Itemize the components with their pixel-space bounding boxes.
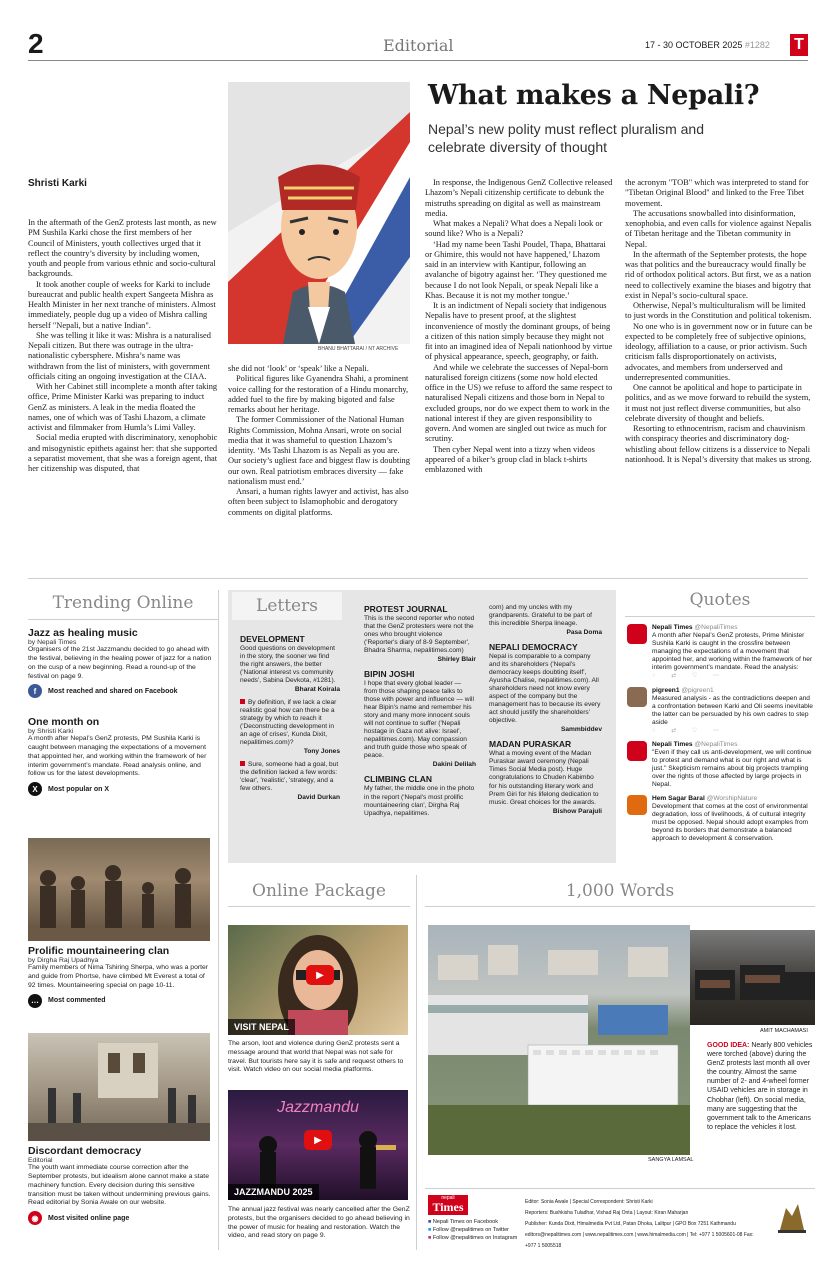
letters-column-2 [364,604,476,824]
letter-signature: David Durkan [297,794,340,802]
column-rule [218,590,219,1250]
credits-line: Reporters: Bushkisha Tuladhar, Vishad Raj Onta | Layout: Kiran Maharjan [525,1210,689,1216]
quote-content [652,741,813,789]
letter-signature: Dakini Delilah [432,761,476,769]
logo-top: nepali [441,1195,455,1201]
article-column-4 [625,178,813,465]
credits-line: Editor: Sonia Awale | Special Correspondent: Shristi Karki [525,1199,653,1205]
trending-badge [28,1211,214,1225]
paragraph: Political figures like Gyanendra Shahi, a prominent voice calling for the restoration of a Hindu monarchy, added fuel to the fire by making bigoted and false remarks about her heritage. [228,374,409,414]
issue-date [645,40,770,50]
article-column-1 [28,218,218,474]
letter [489,739,602,814]
author-name: Nepali Times [652,740,693,748]
twitter-icon: ■ [428,1227,432,1233]
paragraph: In the aftermath of the September protests, the hope was that politics and the bureaucracy would finally be rid of orthodox political actors. But first, we as a nation need to collectively examine the biases and bigotry that exist in Nepal’s socio-cultural space. [625,249,812,300]
himalmedia-logo-icon [772,1196,812,1236]
letter [240,761,340,801]
trending-title: One month on [28,716,100,728]
trending-desc: A month after Nepal’s GenZ protests, PM Sushila Karki is caught between managing the expectations of a movement that appointed her, and working within the framework of her interim government’s mandate. Read analysis online, and follow us for the latest developments. [28,735,207,778]
quote-text: "Even if they call us anti-development, we will continue to protest and demand what is our right and what is just." Skepticism remains about big projects trampling over the rights of those affected by large projects in Nepal. [652,749,812,789]
letter-title: CLIMBING CLAN [364,774,432,785]
video-desc: The arson, loot and violence during GenZ protests sent a message around that world that Nepal was not safe for travel. But tourists here say it is safe and request others to visit. Watch video on our social media platforms. [228,1040,404,1074]
letter [364,669,476,768]
paragraph: She was telling it like it was: Mishra is a naturalised Nepali citizen. But there was outrage in the ultra-nationalistic cybersphere. Mishra’s name was withdrawn from the list of ministers, with government officials citing an ongoing investigation at the CIAA. [28,330,211,381]
author-handle: @pigreen1 [681,686,714,694]
paragraph: ‘Had my name been Tashi Poudel, Thapa, Bhattarai or Ghimire, this would not have happened,’ Lhazom said in an interview with Kantipur, following an avalanche of bigotry against her. ‘They questioned me because I do not look Nepali, or speak Nepali like a Khas. Because it is not my mother tongue.’ [425,239,607,300]
quotes-list [627,624,813,849]
trending-item-1[interactable] [28,627,214,698]
paragraph: And while we celebrate the successes of Nepal-born naturalised foreign citizens (some now hold elected office in the US) we refuse to afford the same respect to naturalised Nepali citizens and those born in Nepal to excluded groups, nor do we expect them to work in the national interest if they are given responsibility to govern. And women are singled out twice as much for scrutiny. [425,362,613,444]
paragraph: Social media erupted with discriminatory, xenophobic and misogynistic epithets against her: that she supported a separatist movement, that she was a foreign agent, that her citizenship was disputed, that [28,433,218,473]
paragraph: No one who is in government now or in future can be expected to be completely free of subjective opinions, ideology, affiliation to a cause, or prior activism. Such criticism falls disproportionately on activists, advocates, and members from underserved and underrepresented communities. [625,321,813,382]
quote-text: A month after Nepal’s GenZ protests, Prime Minister Sushila Karki is caught in the crossfire between managing the expectations of a movement that appointed her, and working within the framework of her interim government’s mandate. Read the analysis: [652,632,813,672]
play-button-icon[interactable]: ▶ [304,1130,332,1150]
caption-lead: GOOD IDEA: [707,1042,750,1049]
column-rule [416,875,417,1250]
caption-text: Nearly 800 vehicles were torched (above) during the GenZ protests last month all over the country. Almost the same number of 2- and 4-wheel former USAID vehicles are in storage in Chobhar (left). On social media, many are suggesting that the government talk to the Americans to replace the vehicles it lost. [707,1042,813,1131]
quote-item[interactable] [627,624,813,681]
video-label: VISIT NEPAL [228,1019,295,1035]
badge-label: Most visited online page [48,1214,130,1222]
quote-item[interactable] [627,795,813,843]
article-column-2 [228,364,410,518]
article-column-3 [425,178,613,475]
paragraph: One cannot be apolitical and hope to participate in politics, and as we move forward to rebuild the system, it must not just reflect diverse communities, but also celebrate diversity of thought and beliefs. [625,383,811,423]
vehicle-storage-photo [428,925,690,1155]
paragraph: Otherwise, Nepal’s multiculturalism will be limited to just words in the Constitution and political tokenism. [625,301,812,321]
online-package-heading: Online Package [252,881,386,901]
letter-title: BIPIN JOSHI [364,669,415,680]
avatar [627,741,647,761]
quote-text: Measured analysis - as the contradictions deepen and a confrontation between Karki and Oli seems inevitable the latter can be persuaded by his own cadres to step aside [652,694,813,726]
author-name: Hem Sagar Baral [652,795,705,803]
trending-rule [28,619,218,620]
paragraph: she did not ‘look’ or ‘speak’ like a Nepali. [228,364,369,373]
section-divider [28,578,808,579]
bullet-icon [240,699,245,704]
package-rule [228,906,410,907]
avatar [627,795,647,815]
video-visit-nepal[interactable] [228,925,408,1035]
nepali-times-logo: T [790,34,808,56]
letter-signature: Shirley Blair [437,656,476,664]
letter-signature: Bharat Koirala [294,686,340,694]
letter [489,642,602,733]
letter-body [240,761,340,793]
quote-item[interactable] [627,687,813,735]
facebook-text: Nepali Times on Facebook [432,1219,498,1225]
letter-body: I hope that every global leader — from those shaping peace talks to those with power and influence — will hear Bipin's name and remember his story and many more innocent souls will not continue to suffer ('Nepali hostage in Gaza not alive: Israel', nepalitimes.com). May compassion and truth guide those who speak of peace. [364,680,474,760]
author-handle: @NepaliTimes [694,624,738,631]
section-title: Editorial [383,36,454,55]
twitter-text: Follow @nepalitimes on Twitter [432,1227,509,1233]
trending-title: Jazz as healing music [28,627,138,639]
quote-author [652,795,813,803]
footer-rule [425,1188,815,1189]
instagram-icon: ■ [428,1235,432,1241]
page-number: 2 [28,28,44,59]
letter-title: PROTEST JOURNAL [364,604,448,614]
trending-desc: Family members of Nima Tshiring Sherpa, who was a porter and guide from Phortse, have climbed Mt Everest a total of 92 times. Mountaineering special on page 10-11. [28,964,209,989]
svg-text:Jazzmandu: Jazzmandu [277,1099,359,1116]
article-subtitle: Nepal’s new polity must reflect pluralism and celebrate diversity of thought [428,121,704,155]
trending-item-2[interactable] [28,716,214,796]
letter [364,774,476,817]
credits-line: Publisher: Kunda Dixit, Himalmedia Pvt Ltd, Patan Dhoka, Lalitpur | GPO Box 7251 Kathmandu [525,1221,736,1227]
reply-retweet-like-icon[interactable]: ◌ ⇄ ♡ ⋯ [652,673,726,680]
letter-body: My father, the middle one in the photo in the report ('Nepal's most prolific mountaineering clan', Dirgha Raj Upadhya, nepalitimes. [364,785,475,817]
avatar [627,624,647,644]
badge-label: Most commented [48,997,106,1005]
quotes-rule [625,616,815,617]
paragraph: The former Commissioner of the National Human Rights Commission, Mohna Ansari, wrote on social media that it was shameful to question Lhazom’s identity. ‘Ms Tashi Lhazom is as Nepali as you are. Our society’s ugliest face and biggest flaw is doubting our own. Real patriotism embraces diversity — fake nationalism must end.’ [228,415,410,486]
quote-text: Development that comes at the cost of environmental degradation, loss of livelihoods, & of cultural integrity must be opposed. Nepal should adopt examples from beyond its borders that demonstrate a balanced approach to development & conservation. [652,803,809,843]
letter [240,634,340,693]
letter [489,604,602,636]
author-name: pigreen1 [652,686,680,694]
badge-label: Most popular on X [48,785,110,793]
words-rule [425,906,815,907]
paragraph: The accusations snowballed into disinformation, xenophobia, and even calls for violence against Nepalis of Tibetan heritage and the Tibetan community in Nepal. [625,208,812,249]
letter [364,604,476,663]
trending-badge [28,684,214,698]
logo-main: Times [432,1200,464,1214]
letters-column-3 [489,604,602,821]
author-name: Nepali Times [652,624,693,631]
letters-column-1 [240,634,340,807]
credits-line: editors@nepalitimes.com | www.nepalitimes.com | www.himalmedia.com | Tel: +977 1 5005601-08 Fax: +977 1 5005518 [525,1232,754,1249]
footer-logo [428,1195,468,1215]
article-title: What makes a Nepali? [428,80,760,111]
letter-text: By definition, if we lack a clear realistic goal how can there be a strategy by which to reach it ('Deconstructing development in an age of crises', Kunda Dixit, nepalitimes.com)? [240,699,337,747]
reply-retweet-like-icon[interactable]: ◌ ⇄ ♡ ⋯ [652,727,726,734]
footer-credits [525,1197,765,1252]
letter-text: Sure, someone had a goal, but the definition lacked a few words: 'clear', 'realistic', 'strategy, and a few others. [240,761,339,793]
democracy-photo [28,1033,210,1141]
date-text: 17 - 30 OCTOBER 2025 [645,40,743,50]
paragraph: It is an indictment of Nepali society that indigenous Nepalis have to present proof, at the slightest inconvenience of mostly the dominant groups, of being a citizen of this nation simply because they might not fit into an imagined idea of Nepali nationhood by virtue of physical appearance, speech, geography, or faith. [425,301,613,362]
trending-title: Discordant democracy [28,1145,142,1157]
quote-author [652,741,813,749]
paragraph: What makes a Nepali? What does a Nepali look or sound like? Who is a Nepali? [425,219,603,239]
letter-body: This is the second reporter who noted that the GenZ protesters were not the ones who brought violence ('Reporter's diary of 8-9 September', Bhadra Sharma, nepalitimes.com) [364,615,475,655]
letter-signature: Bishow Parajuli [552,807,602,815]
thousand-words-heading: 1,000 Words [565,881,675,901]
paragraph: In response, the Indigenous GenZ Collective released Lhazom’s Nepali citizenship certificate to debunk the mistruths spreading on digital as well as mainstream media. [425,178,613,218]
globe-icon: ◉ [28,1211,42,1225]
bullet-icon [240,761,245,766]
byline: Shristi Karki [28,178,87,189]
paragraph: It took another couple of weeks for Karki to include bureaucrat and public health expert Sangeeta Mishra as Health Minister in her next tranche of ministers. Almost immediately, people dug up a video of Mishra calling herself "Nepali, but a native Indian". [28,279,216,330]
letter-title: NEPALI DEMOCRACY [489,642,578,653]
trending-byline: by Nepali Times [28,639,77,647]
trending-item-4[interactable] [28,1145,214,1225]
comment-icon: … [28,994,42,1008]
author-handle: @NepaliTimes [694,740,738,748]
paragraph: With her Cabinet still incomplete a month after taking office, Prime Minister Karki was preparing to induct GenZ as ministers. A leak in the media floated the names, one of which was of Tashi Lhazom, a climate activist and filmmaker from Humla’s Limi Valley. [28,382,218,432]
letter-body [240,699,340,747]
facebook-icon: ■ [428,1219,432,1225]
photo-credit-inset: AMIT MACHAMASI [760,1028,808,1034]
trending-desc: The youth want immediate course correction after the September protests, but idealism alone cannot make a state machinery function. Every decision during this sensitive transition must be taken without undermining previous gains. Read editorial by Sonia Awale on our website. [28,1164,211,1207]
quotes-heading: Quotes [689,590,751,610]
quote-content [652,624,813,681]
badge-label: Most reached and shared on Facebook [48,687,178,695]
burnt-vehicles-photo [690,930,815,1025]
cartoon-illustration [228,82,410,344]
video-desc: The annual jazz festival was nearly cancelled after the GenZ protests, but the organisers decided to go ahead believing in the power of music for healing and restoration. Watch the video, and read story on page 9. [228,1206,410,1240]
facebook-link[interactable] [428,1218,517,1226]
issue-number: #1282 [744,40,770,50]
instagram-text: Follow @nepalitimes on Instagram [432,1235,518,1241]
quote-author [652,624,813,632]
facebook-icon: f [28,684,42,698]
header-rule [28,60,808,61]
paragraph: In the aftermath of the GenZ protests last month, as new PM Sushila Karki chose the first members of her Council of Ministers, youth collectives urged that it reflect the country’s diversity by including women, youth and people from various ethnic and socio-cultural backgrounds. [28,218,217,279]
letter [240,699,340,755]
x-icon: X [28,782,42,796]
photo-credit: BHANU BHATTARAI / NT ARCHIVE [318,346,399,352]
paragraph: the acronym "TOB" which was interpreted to stand for "Tibetan Original Blood" and linked to the Free Tibet movement. [625,178,809,208]
trending-title: Prolific mountaineering clan [28,945,170,957]
letter-signature: Sammbiddev [560,726,602,734]
paragraph: Resorting to ethnocentrism, racism and chauvinism with conspiracy theories and discriminatory dog-whistling about fellow citizens is a disservice to Nepali nationhood. It is Nepal’s diversity that makes us strong. [625,424,812,464]
paragraph: Ansari, a human rights lawyer and activist, has also often been subject to Islamophobic and derogatory comments on digital platforms. [228,487,409,517]
trending-byline: Editorial [28,1157,53,1165]
play-button-icon[interactable]: ▶ [306,965,334,985]
quote-item[interactable] [627,741,813,789]
footer-social[interactable] [428,1218,517,1242]
author-handle: @WorshipNature [706,795,758,803]
letter-title: DEVELOPMENT [240,634,305,644]
quote-author [652,687,813,695]
instagram-link[interactable] [428,1234,517,1242]
letter-title: MADAN PURASKAR [489,739,572,750]
video-label: JAZZMANDU 2025 [228,1184,319,1200]
trending-badge [28,782,214,796]
trending-item-3[interactable] [28,945,214,1008]
photo-credit-main: SANGYA LAMSAL [648,1157,694,1163]
letter-signature: Tony Jones [303,748,340,756]
trending-badge [28,994,214,1008]
trending-heading: Trending Online [52,593,194,613]
trending-desc: Organisers of the 21st Jazzmandu decided to go ahead with the festival, believing in the healing power of jazz for a nation on the cusp of a new beginning. Read a round-up of the festival on page 9. [28,646,212,680]
video-jazzmandu[interactable] [228,1090,408,1200]
twitter-link[interactable] [428,1226,517,1234]
quote-content [652,795,813,843]
letter-body: Good questions on development in the story, the sooner we find the right answers, the better ('National interest vs community needs', Sabina Devkota, #1281). [240,645,336,685]
photo-caption [707,1041,815,1132]
mountaineering-photo [28,838,210,941]
letters-heading: Letters [256,596,318,616]
quote-content [652,687,813,735]
letter-body: Nepal is comparable to a company and its shareholders ('Nepal's democracy keeps doubting itself', Ayusha Chalise, nepalitimes.com). All shareholders need not know every aspect of the company but the management has to because its every act should justify the shareholders' objective. [489,653,601,725]
letter-signature: Pasa Doma [566,629,602,637]
letter-body: What a moving event of the Madan Puraskar award ceremony (Nepali Times Social Media post). Huge congratulations to Chuden Kabimbo for his outstanding literary work and Prem Giri for his lifelong dedication to music. Great choices for the awards. [489,750,599,806]
avatar [627,687,647,707]
letter-body: com) and my uncles with my grandparents. Grateful to be part of this incredible Sherpa lineage. [489,604,592,628]
trending-byline: by Dirgha Raj Upadhya [28,957,99,965]
trending-byline: by Shristi Karki [28,728,74,736]
paragraph: Then cyber Nepal went into a tizzy when videos appeared of a biker’s group clad in black t-shirts emblazoned with [425,444,595,474]
